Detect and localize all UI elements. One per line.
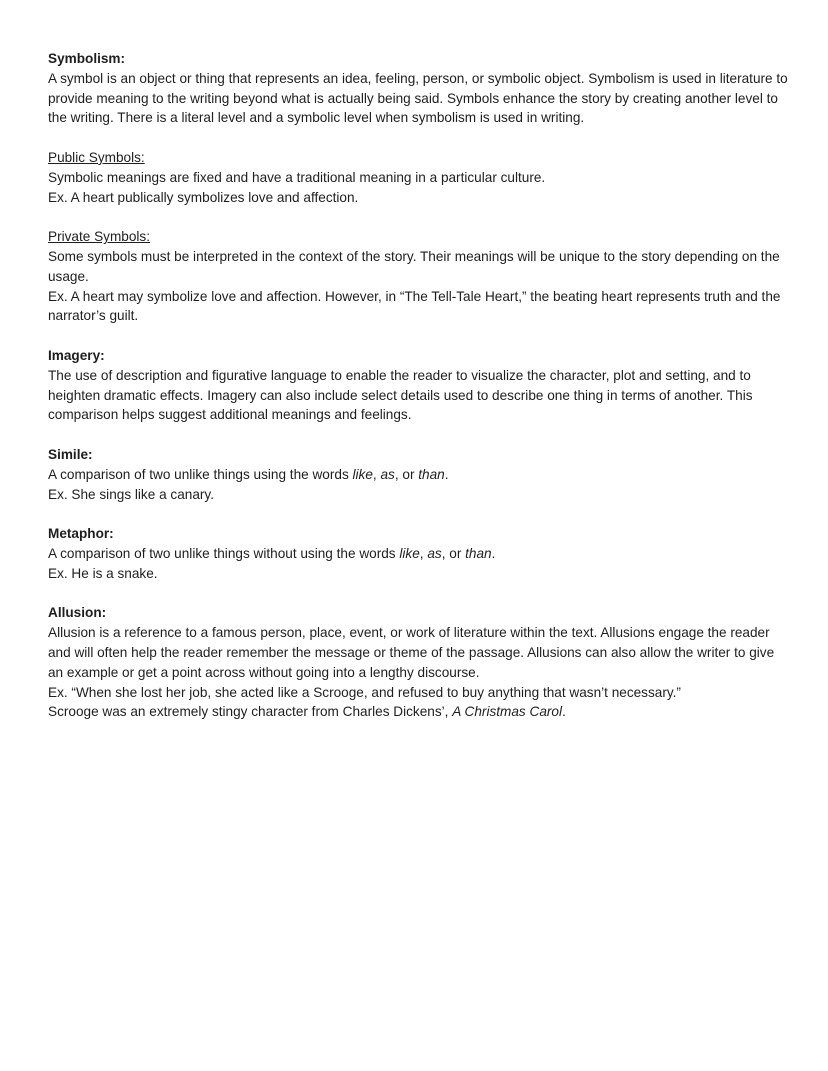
section-public-symbols bbox=[48, 148, 788, 207]
heading-symbolism: Symbolism: bbox=[48, 51, 126, 66]
metaphor-example: Ex. He is a snake. bbox=[48, 565, 158, 581]
heading-private-symbols: Private Symbols: bbox=[48, 229, 150, 245]
simile-definition bbox=[48, 465, 788, 485]
metaphor-definition bbox=[48, 544, 788, 564]
public-symbols-example: Ex. A heart publically symbolizes love and affection. bbox=[48, 189, 359, 205]
section-allusion bbox=[48, 603, 788, 722]
simile-word-as: as bbox=[380, 466, 395, 482]
heading-imagery: Imagery: bbox=[48, 347, 105, 363]
simile-period: . bbox=[444, 466, 449, 482]
simile-definition-text: A comparison of two unlike things using the words bbox=[48, 466, 353, 482]
metaphor-period: . bbox=[491, 545, 496, 561]
heading-metaphor: Metaphor: bbox=[48, 526, 114, 542]
section-private-symbols bbox=[48, 227, 788, 326]
section-symbolism bbox=[48, 49, 788, 128]
metaphor-word-than: than bbox=[465, 545, 492, 561]
metaphor-word-like: like bbox=[399, 545, 420, 561]
private-symbols-definition: Some symbols must be interpreted in the context of the story. Their meanings will be unique to the story depending on the usage. bbox=[48, 248, 780, 284]
allusion-definition: Allusion is a reference to a famous person, place, event, or work of literature within the text. Allusions engage the reader and will often help the reader remember the message or theme of the passage. Allusions can also allow the writer to give an example or get a point across without going into a lengthy discourse. bbox=[48, 625, 775, 680]
metaphor-definition-text: A comparison of two unlike things without using the words bbox=[48, 545, 400, 561]
allusion-note bbox=[48, 702, 788, 722]
heading-allusion: Allusion: bbox=[48, 605, 107, 621]
simile-example: Ex. She sings like a canary. bbox=[48, 486, 214, 502]
public-symbols-definition: Symbolic meanings are fixed and have a traditional meaning in a particular culture. bbox=[48, 169, 546, 185]
simile-separator: , or bbox=[394, 466, 419, 482]
metaphor-separator: , or bbox=[441, 545, 466, 561]
allusion-book-title: A Christmas Carol bbox=[452, 704, 562, 720]
imagery-definition: The use of description and figurative language to enable the reader to visualize the character, plot and setting, and to heighten dramatic effects. Imagery can also include select details used to describe one thing in terms of another. This comparison helps suggest additional meanings and feelings. bbox=[48, 367, 753, 423]
section-metaphor bbox=[48, 524, 788, 583]
section-simile bbox=[48, 445, 788, 504]
document-body bbox=[48, 49, 788, 742]
metaphor-word-as: as bbox=[427, 545, 442, 561]
symbolism-definition: A symbol is an object or thing that represents an idea, feeling, person, or symbolic object. Symbolism is used in literature to provide meaning to the writing beyond what is actually being said. Symbols enhance the story by creating another level to the writing. There is a literal level and a symbolic level when symbolism is used in writing. bbox=[48, 70, 788, 126]
simile-word-than: than bbox=[418, 466, 445, 482]
private-symbols-example: Ex. A heart may symbolize love and affection. However, in “The Tell-Tale Heart,” the beating heart represents truth and the narrator’s guilt. bbox=[48, 288, 781, 324]
simile-word-like: like bbox=[352, 466, 373, 482]
allusion-note-text: Scrooge was an extremely stingy character from Charles Dickens’, bbox=[48, 704, 453, 720]
metaphor-separator: , bbox=[419, 545, 428, 561]
simile-separator: , bbox=[372, 466, 381, 482]
section-imagery bbox=[48, 346, 788, 425]
allusion-example: Ex. “When she lost her job, she acted like a Scrooge, and refused to buy anything that wasn’t necessary.” bbox=[48, 684, 681, 700]
heading-simile: Simile: bbox=[48, 446, 93, 462]
allusion-note-period: . bbox=[561, 704, 566, 720]
heading-public-symbols: Public Symbols: bbox=[48, 149, 145, 165]
